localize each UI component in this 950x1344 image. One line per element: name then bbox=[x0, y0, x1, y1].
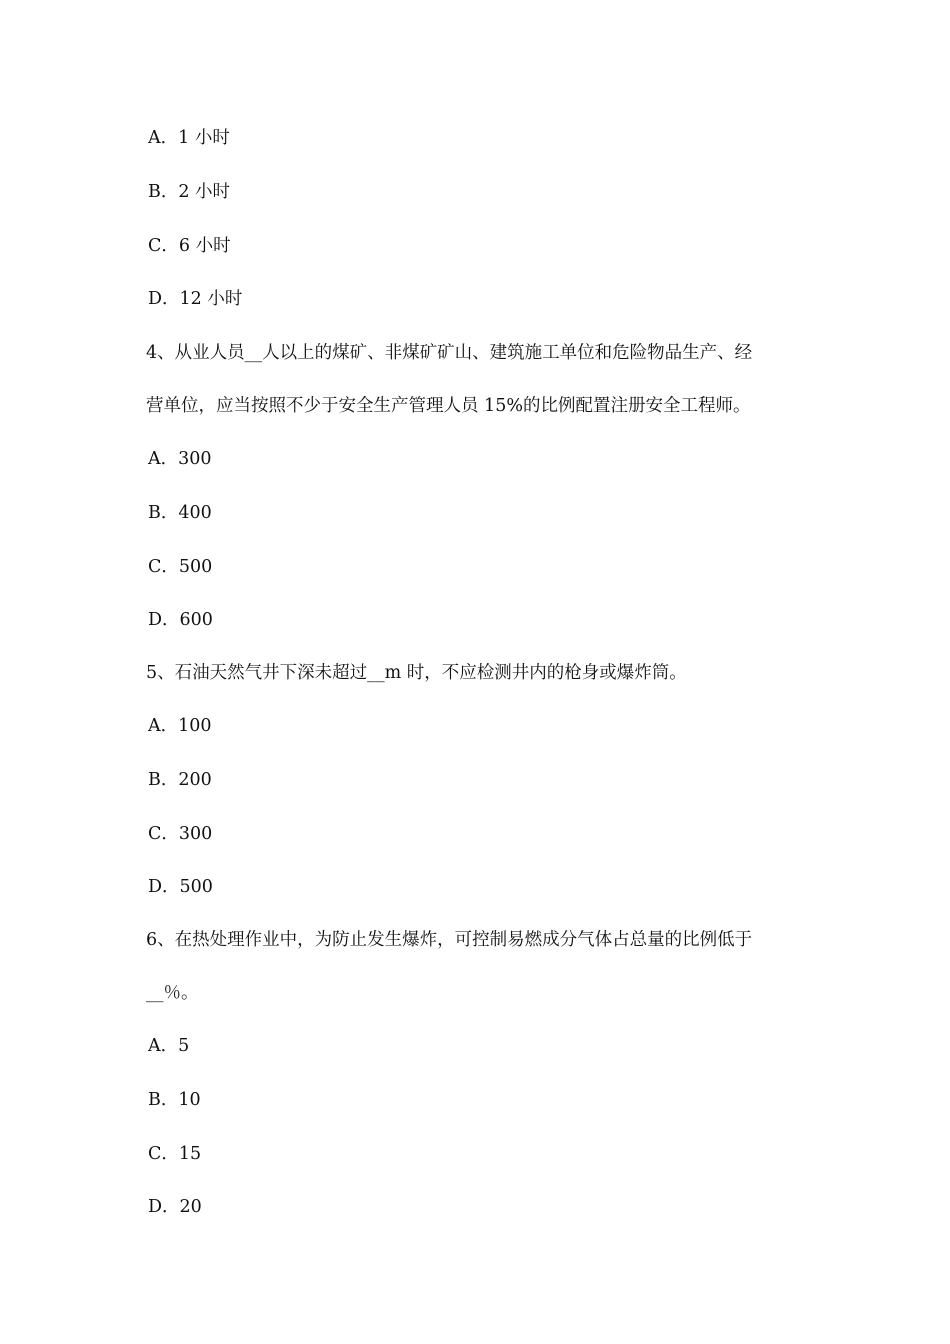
q5-option-d: D．500 bbox=[148, 877, 213, 897]
q3-option-a: A．1 小时 bbox=[148, 128, 230, 148]
q5-option-c: C．300 bbox=[148, 824, 213, 844]
q4-option-a: A．300 bbox=[148, 449, 212, 469]
q3-option-c: C．6 小时 bbox=[148, 236, 231, 256]
q6-option-b: B．10 bbox=[148, 1090, 201, 1110]
q6-option-a: A．5 bbox=[148, 1036, 190, 1056]
q4-stem-line2: 营单位，应当按照不少于安全生产管理人员 15%的比例配置注册安全工程师。 bbox=[146, 396, 751, 416]
q3-option-d: D．12 小时 bbox=[148, 289, 243, 309]
q6-option-c: C．15 bbox=[148, 1144, 202, 1164]
q3-option-b: B．2 小时 bbox=[148, 182, 231, 202]
q4-stem-line1: 4、从业人员__人以上的煤矿、非煤矿矿山、建筑施工单位和危险物品生产、经 bbox=[146, 343, 753, 363]
q5-option-b: B．200 bbox=[148, 770, 212, 790]
q5-option-a: A．100 bbox=[148, 716, 212, 736]
q5-stem-line1: 5、石油天然气井下深未超过__m 时，不应检测井内的枪身或爆炸筒。 bbox=[146, 663, 687, 683]
q4-option-b: B．400 bbox=[148, 503, 212, 523]
q6-stem-line2: __％。 bbox=[146, 983, 199, 1003]
q6-option-d: D．20 bbox=[148, 1197, 202, 1217]
q4-option-c: C．500 bbox=[148, 557, 213, 577]
q6-stem-line1: 6、在热处理作业中，为防止发生爆炸，可控制易燃成分气体占总量的比例低于 bbox=[146, 930, 753, 950]
q4-option-d: D．600 bbox=[148, 610, 213, 630]
